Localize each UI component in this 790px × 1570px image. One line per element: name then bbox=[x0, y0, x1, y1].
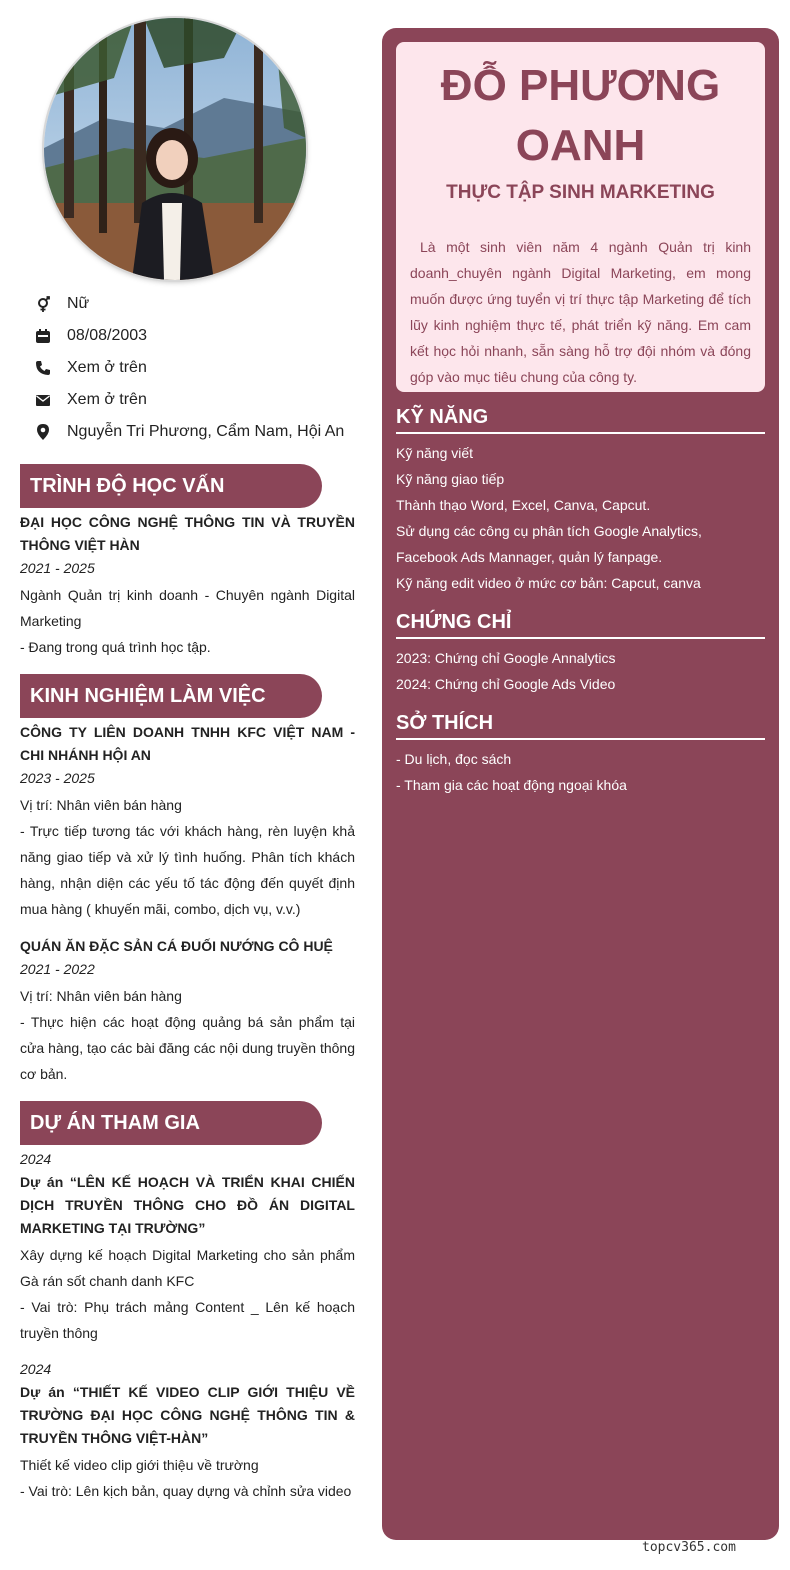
job-position: Vị trí: Nhân viên bán hàng bbox=[20, 988, 182, 1004]
certificates-section bbox=[396, 611, 765, 697]
intro-card bbox=[396, 42, 765, 392]
projects-heading: DỰ ÁN THAM GIA bbox=[20, 1101, 322, 1145]
job-company: CÔNG TY LIÊN DOANH TNHH KFC VIỆT NAM - CHI NHÁNH HỘI AN bbox=[20, 724, 355, 763]
contact-phone bbox=[32, 352, 362, 384]
skill-item: Kỹ năng viết bbox=[396, 445, 474, 461]
candidate-summary: Là một sinh viên năm 4 ngành Quản trị kinh doanh_chuyên ngành Digital Marketing, em mong muốn được ứng tuyển vị trí thực tập Marketing để tích lũy kinh nghiệm thực tế, phát triển kỹ năng. Em cam kết học hỏi nhanh, sẵn sàng hỗ trợ đội nhóm và đóng góp vào mục tiêu chung của công ty. bbox=[410, 239, 751, 385]
experience-heading: KINH NGHIỆM LÀM VIỆC bbox=[20, 674, 322, 718]
phone-icon bbox=[32, 359, 54, 377]
project-item bbox=[20, 1148, 355, 1346]
gender-icon bbox=[32, 295, 54, 313]
skills-section bbox=[396, 406, 765, 596]
contact-birthday bbox=[32, 320, 362, 352]
candidate-name: ĐỖ PHƯƠNG OANH bbox=[440, 61, 721, 170]
project-year: 2024 bbox=[20, 1151, 52, 1167]
profile-photo-image bbox=[44, 18, 306, 280]
job-description: - Thực hiện các hoạt động quảng bá sản phẩm tại cửa hàng, tạo các bài đăng các nội dung truyền thông cơ bản. bbox=[20, 1014, 355, 1082]
profile-photo bbox=[44, 18, 306, 280]
project-name: Dự án “THIẾT KẾ VIDEO CLIP GIỚI THIỆU VỀ TRƯỜNG ĐẠI HỌC CÔNG NGHỆ THÔNG TIN & TRUYỀN THÔNG VIỆT-HÀN” bbox=[20, 1384, 355, 1446]
job-description: - Trực tiếp tương tác với khách hàng, rèn luyện khả năng giao tiếp và xử lý tình huống. Phân tích khách hàng, nhận diện các yếu tố tác động đến quyết định mua hàng ( khuyến mãi, combo, dịch vụ, v.v.) bbox=[20, 823, 355, 917]
calendar-icon bbox=[32, 327, 54, 345]
hobby-item: - Du lịch, đọc sách bbox=[396, 751, 512, 767]
project-name: Dự án “LÊN KẾ HOẠCH VÀ TRIỂN KHAI CHIẾN DỊCH TRUYỀN THÔNG CHO ĐỒ ÁN DIGITAL MARKETING TẠI TRƯỜNG” bbox=[20, 1174, 355, 1236]
location-pin-icon bbox=[32, 423, 54, 441]
education-period: 2021 - 2025 bbox=[20, 560, 95, 576]
certificate-item: 2023: Chứng chỉ Google Annalytics bbox=[396, 650, 616, 666]
contact-info bbox=[32, 288, 362, 448]
education-major: Ngành Quản trị kinh doanh - Chuyên ngành Digital Marketing bbox=[20, 587, 355, 629]
birthday-value: 08/08/2003 bbox=[67, 327, 148, 344]
education-status: - Đang trong quá trình học tập. bbox=[20, 639, 211, 655]
gender-value: Nữ bbox=[67, 295, 90, 312]
education-section bbox=[20, 511, 355, 660]
hobby-item: - Tham gia các hoạt động ngoại khóa bbox=[396, 777, 627, 793]
job-period: 2023 - 2025 bbox=[20, 770, 95, 786]
experience-job bbox=[20, 935, 355, 1087]
hobbies-section bbox=[396, 712, 765, 798]
candidate-role: THỰC TẬP SINH MARKETING bbox=[446, 182, 715, 203]
phone-value: Xem ở trên bbox=[67, 359, 147, 376]
project-description: Xây dựng kế hoạch Digital Marketing cho sản phẩm Gà rán sốt chanh danh KFC bbox=[20, 1247, 355, 1289]
job-company: QUÁN ĂN ĐẶC SẢN CÁ ĐUỐI NƯỚNG CÔ HUỆ bbox=[20, 938, 333, 954]
skill-item: Sử dụng các công cụ phân tích Google Analytics, Facebook Ads Mannager, quản lý fanpage. bbox=[396, 523, 702, 565]
email-value: Xem ở trên bbox=[67, 391, 147, 408]
skill-item: Kỹ năng giao tiếp bbox=[396, 471, 505, 487]
skill-item: Thành thạo Word, Excel, Canva, Capcut. bbox=[396, 497, 651, 513]
contact-email bbox=[32, 384, 362, 416]
job-period: 2021 - 2022 bbox=[20, 961, 95, 977]
experience-job bbox=[20, 721, 355, 922]
hobbies-heading: SỞ THÍCH bbox=[396, 712, 765, 740]
project-role: - Vai trò: Lên kịch bản, quay dựng và chỉnh sửa video bbox=[20, 1483, 352, 1499]
project-description: Thiết kế video clip giới thiệu về trường bbox=[20, 1457, 259, 1473]
address-value: Nguyễn Tri Phương, Cẩm Nam, Hội An bbox=[67, 423, 345, 440]
education-school: ĐẠI HỌC CÔNG NGHỆ THÔNG TIN VÀ TRUYỀN THÔNG VIỆT HÀN bbox=[20, 514, 355, 553]
envelope-icon bbox=[32, 391, 54, 409]
job-position: Vị trí: Nhân viên bán hàng bbox=[20, 797, 182, 813]
contact-address bbox=[32, 416, 362, 448]
watermark: topcv365.com bbox=[642, 1540, 736, 1555]
education-heading: TRÌNH ĐỘ HỌC VẤN bbox=[20, 464, 322, 508]
certificate-item: 2024: Chứng chỉ Google Ads Video bbox=[396, 676, 616, 692]
right-panel bbox=[382, 28, 779, 1540]
project-year: 2024 bbox=[20, 1361, 52, 1377]
project-role: - Vai trò: Phụ trách mảng Content _ Lên kế hoạch truyền thông bbox=[20, 1299, 355, 1341]
skills-heading: KỸ NĂNG bbox=[396, 406, 765, 434]
skill-item: Kỹ năng edit video ở mức cơ bản: Capcut, canva bbox=[396, 575, 701, 591]
contact-gender bbox=[32, 288, 362, 320]
project-item bbox=[20, 1358, 355, 1504]
certificates-heading: CHỨNG CHỈ bbox=[396, 611, 765, 639]
